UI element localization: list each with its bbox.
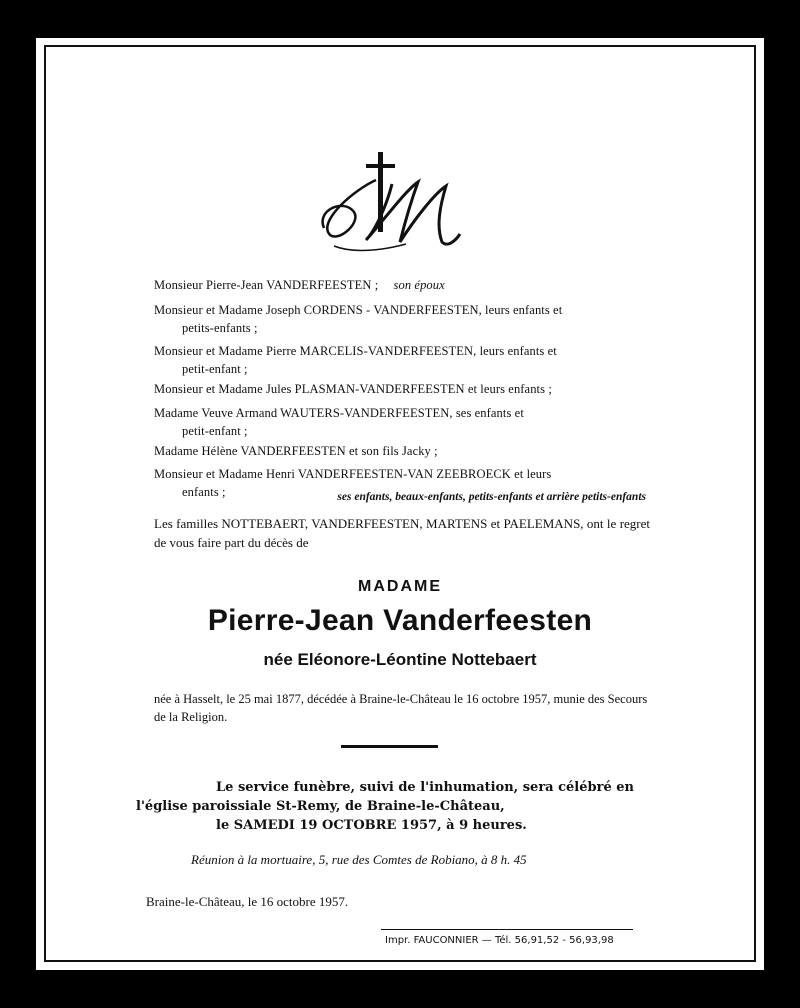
family-entry: Madame Hélène VANDERFEESTEN et son fils Jacky ; — [154, 444, 438, 458]
birth-death-details: née à Hasselt, le 25 mai 1877, décédée à Braine-le-Château le 16 octobre 1957, munie des Secours de la Religion. — [154, 692, 648, 724]
family-entry: Monsieur et Madame Henri VANDERFEESTEN-VAN ZEEBROECK et leurs enfants ; — [154, 467, 552, 499]
deceased-name: Pierre-Jean Vanderfeesten — [207, 604, 593, 637]
divider-rule — [341, 745, 438, 748]
service-details — [136, 778, 676, 835]
survivors-line: ses enfants, beaux-enfants, petits-enfants et arrière petits-enfants — [337, 491, 646, 503]
funeral-card — [36, 38, 764, 970]
family-entry: Monsieur et Madame Joseph CORDENS - VANDERFEESTEN, leurs enfants et petits-enfants ; — [154, 303, 563, 335]
printer-credit: Impr. FAUCONNIER — Tél. 56,91,52 - 56,93,98 — [385, 935, 614, 946]
printer-rule — [381, 929, 633, 930]
place-and-date: Braine-le-Château, le 16 octobre 1957. — [146, 894, 349, 909]
family-entry: Monsieur Pierre-Jean VANDERFEESTEN ; son époux — [154, 278, 445, 292]
service-line-2: l'église paroissiale St-Remy, de Braine-le-Château, — [136, 799, 505, 814]
family-entry: Monsieur et Madame Pierre MARCELIS-VANDERFEESTEN, leurs enfants et petit-enfant ; — [154, 344, 557, 376]
family-entry: Madame Veuve Armand WAUTERS-VANDERFEESTEN, ses enfants et petit-enfant ; — [154, 406, 524, 438]
maiden-name: née Eléonore-Léontine Nottebaert — [263, 650, 537, 669]
service-line-1: Le service funèbre, suivi de l'inhumation, sera célébré en — [216, 780, 634, 795]
cross-monogram-icon — [314, 150, 464, 260]
service-line-3: le SAMEDI 19 OCTOBRE 1957, à 9 heures. — [216, 818, 527, 833]
announcement: Les familles NOTTEBAERT, VANDERFEESTEN, MARTENS et PAELEMANS, ont le regret de vous faire part du décès de — [154, 516, 650, 550]
deceased-title: MADAME — [358, 578, 442, 595]
reunion-note: Réunion à la mortuaire, 5, rue des Comtes de Robiano, à 8 h. 45 — [191, 852, 527, 867]
family-entry: Monsieur et Madame Jules PLASMAN-VANDERFEESTEN et leurs enfants ; — [154, 382, 552, 396]
